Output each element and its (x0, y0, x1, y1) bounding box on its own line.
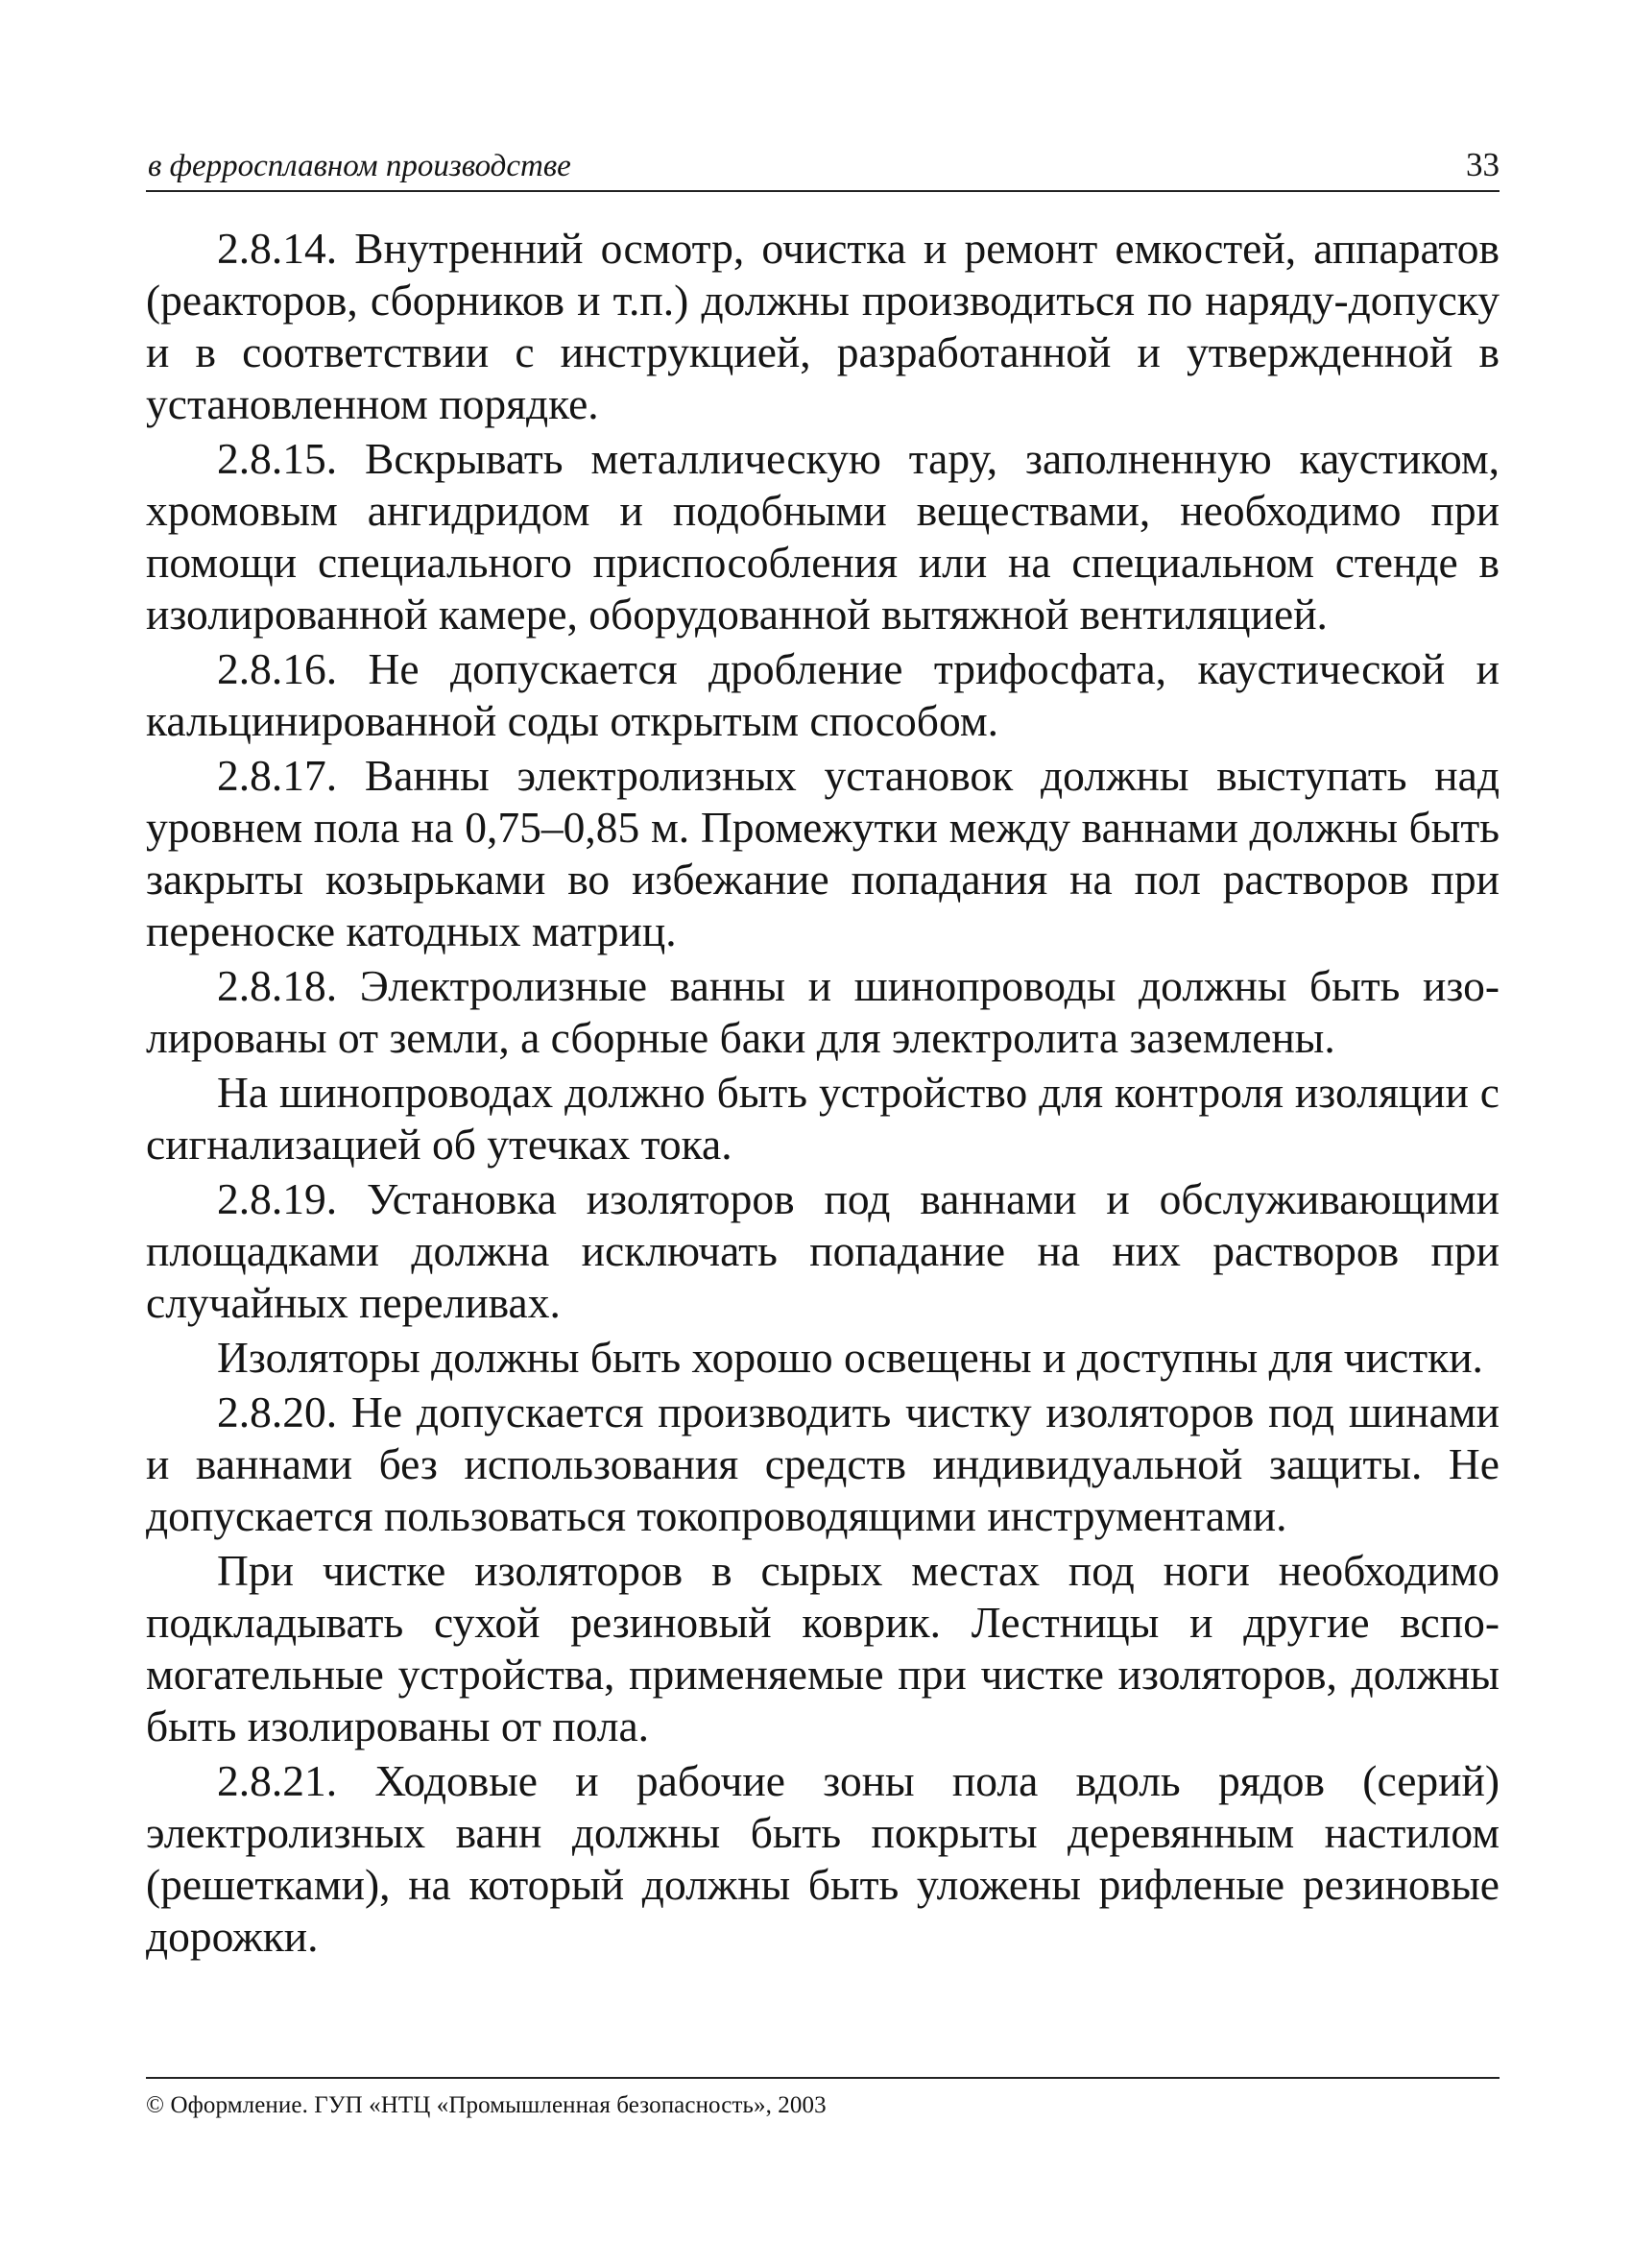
paragraph-2-8-21: 2.8.21. Ходовые и рабочие зоны пола вдоль рядов (серий) электролизных ванн должны быть покрыты деревянным настилом (решетками), на который должны быть уложены рифленые резиновые дорожки. (146, 1756, 1500, 1961)
paragraph-2-8-18: 2.8.18. Электролизные ванны и шинопроводы должны быть изолированы от земли, а сборные баки для электролита заземлены. (146, 961, 1500, 1062)
copyright-notice: © Оформление. ГУП «НТЦ «Промышленная безопасность», 2003 (146, 2092, 827, 2118)
paragraph-2-8-15: 2.8.15. Вскрывать металлическую тару, заполненную каустиком, хромовым ангидридом и подобными веществами, необходимо при помощи специального приспособления или на специальном стенде в изолированной камере, оборудованной вытяжной вентиляцией. (146, 434, 1500, 639)
paragraph-2-8-14: 2.8.14. Внутренний осмотр, очистка и ремонт емкостей, аппаратов (реакторов, сборников и т.п.) должны производиться по наряду-допуску и в соответствии с инструкцией, разработанной и утвержденной в установленном порядке. (146, 224, 1500, 428)
running-header (146, 144, 1500, 192)
running-title: в ферросплавном производстве (148, 149, 571, 183)
paragraph-insulators-lit: Изоляторы должны быть хорошо освещены и доступны для чистки. (217, 1333, 1483, 1382)
paragraph-busbar-insulation: На шинопроводах должно быть устройство для контроля изоляции с сигнализацией об утечках тока. (146, 1068, 1500, 1169)
paragraph-2-8-17: 2.8.17. Ванны электролизных установок должны выступать над уровнем пола на 0,75–0,85 м. Промежутки между ваннами должны быть закрыты козырьками во избежание попадания на пол растворов при переноске катодных матриц. (146, 751, 1500, 955)
paragraph-2-8-20: 2.8.20. Не допускается производить чистку изоляторов под шинами и ваннами без использования средств индивидуальной защиты. Не допускается пользоваться токопроводящими инструментами. (146, 1387, 1500, 1540)
page-footer (146, 2077, 1500, 2119)
paragraph-2-8-19: 2.8.19. Установка изоляторов под ваннами и обслуживающими площадками должна исключать попадание на них растворов при случайных переливах. (146, 1174, 1500, 1327)
page-number: 33 (1466, 146, 1500, 183)
page (146, 144, 1500, 1966)
paragraph-damp-cleaning: При чистке изоляторов в сырых местах под ноги необходимо подкладывать сухой резиновый коврик. Лестницы и другие вспомогательные устройства, применяемые при чистке изоляторов, должны быть изолированы от пола. (146, 1546, 1500, 1750)
footer-divider (146, 2077, 1500, 2079)
body-text (146, 223, 1500, 1963)
paragraph-2-8-16: 2.8.16. Не допускается дробление трифосфата, каустической и кальцинированной соды открытым способом. (146, 644, 1500, 745)
